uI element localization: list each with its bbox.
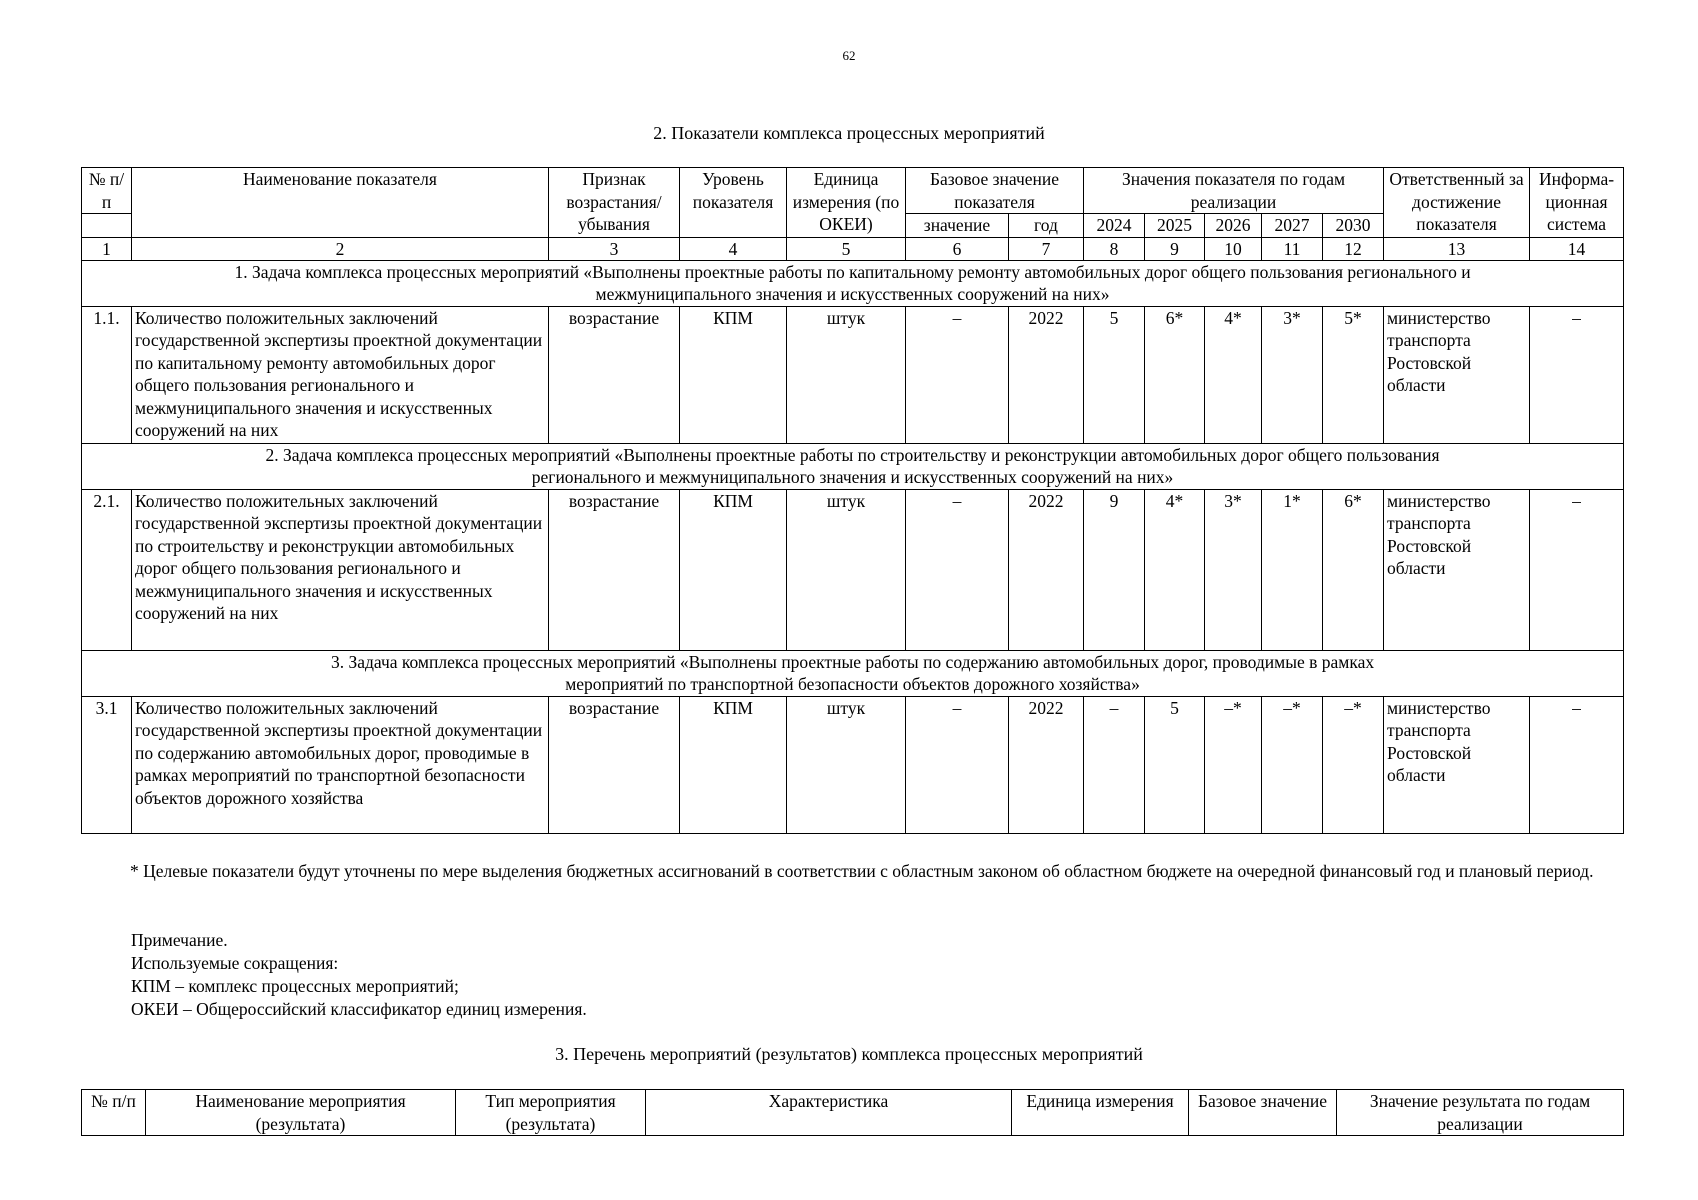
row-base-value: – [906, 696, 1009, 833]
header-base-value: значение [906, 214, 1009, 238]
task-row [82, 650, 1624, 696]
row-num: 1.1. [82, 306, 132, 443]
row-responsible: министерство транспорта Ростовской области [1384, 489, 1530, 650]
header-row-1 [82, 168, 1624, 191]
activities-header-characteristic: Характеристика [646, 1090, 1012, 1136]
row-name: Количество положительных заключений государственной экспертизы проектной документации по строительству и реконструкции автомобильных дорог общего пользования регионального и межмуниципального значения и искусственных сооружений на них [132, 489, 549, 650]
row-responsible: министерство транспорта Ростовской области [1384, 696, 1530, 833]
row-2025: 4* [1145, 489, 1205, 650]
indicator-row [82, 696, 1624, 833]
header-trend: Признак возрастания/ убывания [549, 168, 680, 238]
col-number: 4 [680, 237, 787, 260]
row-num: 3.1 [82, 696, 132, 833]
header-2024: 2024 [1084, 214, 1145, 238]
task-title: 2. Задача комплекса процессных мероприятий «Выполнены проектные работы по строительству и реконструкции автомобильных дорог общего пользования регионального и межмуниципального значения и искусственных сооружений на них» [82, 443, 1624, 489]
notes-block [0, 929, 1698, 1021]
row-trend: возрастание [549, 696, 680, 833]
header-num: № п/п [82, 168, 132, 214]
header-unit: Единица измерения (по ОКЕИ) [787, 168, 906, 238]
header-2025: 2025 [1145, 214, 1205, 238]
footnote-text: * Целевые показатели будут уточнены по мере выделения бюджетных ассигнований в соответствии с областным законом об областном бюджете на очередной финансовый год и плановый период. [130, 861, 1594, 881]
row-2024: 9 [1084, 489, 1145, 650]
row-2024: 5 [1084, 306, 1145, 443]
row-base-year: 2022 [1009, 696, 1084, 833]
row-2026: –* [1205, 696, 1262, 833]
header-base: Базовое значение показателя [906, 168, 1084, 214]
task-row [82, 260, 1624, 306]
activities-header-num: № п/п [82, 1090, 146, 1136]
col-number: 1 [82, 237, 132, 260]
row-base-value: – [906, 489, 1009, 650]
page-number: 62 [842, 48, 856, 63]
row-system: – [1530, 306, 1624, 443]
row-unit: штук [787, 306, 906, 443]
row-level: КПМ [680, 306, 787, 443]
notes-title: Примечание. [131, 930, 228, 950]
row-2027: 1* [1262, 489, 1323, 650]
indicator-row [82, 489, 1624, 650]
task-title: 3. Задача комплекса процессных мероприятий «Выполнены проектные работы по содержанию автомобильных дорог, проводимые в рамках мероприятий по транспортной безопасности объектов дорожного хозяйства» [82, 650, 1624, 696]
header-base-year: год [1009, 214, 1084, 238]
header-values: Значения показателя по годам реализации [1084, 168, 1384, 214]
header-2026: 2026 [1205, 214, 1262, 238]
activities-header-row [82, 1090, 1624, 1136]
row-2026: 4* [1205, 306, 1262, 443]
col-number: 5 [787, 237, 906, 260]
col-number: 8 [1084, 237, 1145, 260]
abbreviations-title: Используемые сокращения: [131, 953, 339, 973]
col-number: 10 [1205, 237, 1262, 260]
activities-header-type: Тип мероприятия (результата) [456, 1090, 646, 1136]
header-name: Наименование показателя [132, 168, 549, 238]
row-2030: 5* [1323, 306, 1384, 443]
row-2025: 5 [1145, 696, 1205, 833]
row-name: Количество положительных заключений государственной экспертизы проектной документации по капитальному ремонту автомобильных дорог общего пользования регионального и межмуниципального значения и искусственных сооружений на них [132, 306, 549, 443]
header-system: Информа-ционная система [1530, 168, 1624, 238]
row-2024: – [1084, 696, 1145, 833]
row-level: КПМ [680, 696, 787, 833]
abbreviation-kpm: КПМ – комплекс процессных мероприятий; [131, 976, 459, 996]
col-number: 2 [132, 237, 549, 260]
row-unit: штук [787, 489, 906, 650]
abbreviation-okei: ОКЕИ – Общероссийский классификатор единиц измерения. [131, 999, 587, 1019]
header-2030: 2030 [1323, 214, 1384, 238]
section-2-title: 2. Показатели комплекса процессных мероприятий [653, 123, 1045, 143]
col-number: 3 [549, 237, 680, 260]
row-trend: возрастание [549, 306, 680, 443]
col-number: 13 [1384, 237, 1530, 260]
activities-header-name: Наименование мероприятия (результата) [146, 1090, 456, 1136]
activities-header-unit: Единица измерения [1012, 1090, 1189, 1136]
header-num-empty [82, 214, 132, 238]
col-number: 11 [1262, 237, 1323, 260]
footnote [0, 860, 1698, 883]
row-2030: 6* [1323, 489, 1384, 650]
col-number: 14 [1530, 237, 1624, 260]
section-3-title: 3. Перечень мероприятий (результатов) комплекса процессных мероприятий [555, 1044, 1143, 1064]
row-name: Количество положительных заключений государственной экспертизы проектной документации по содержанию автомобильных дорог, проводимые в рамках мероприятий по транспортной безопасности объектов дорожного хозяйства [132, 696, 549, 833]
row-2026: 3* [1205, 489, 1262, 650]
row-2027: –* [1262, 696, 1323, 833]
row-base-year: 2022 [1009, 306, 1084, 443]
indicator-row [82, 306, 1624, 443]
col-number: 6 [906, 237, 1009, 260]
col-number: 7 [1009, 237, 1084, 260]
task-row [82, 443, 1624, 489]
col-number: 9 [1145, 237, 1205, 260]
header-2027: 2027 [1262, 214, 1323, 238]
row-trend: возрастание [549, 489, 680, 650]
indicators-table [81, 167, 1624, 834]
activities-header-values: Значение результата по годам реализации [1337, 1090, 1624, 1136]
col-number: 12 [1323, 237, 1384, 260]
task-title: 1. Задача комплекса процессных мероприятий «Выполнены проектные работы по капитальному ремонту автомобильных дорог общего пользования регионального и межмуниципального значения и искусственных сооружений на них» [82, 260, 1624, 306]
row-base-year: 2022 [1009, 489, 1084, 650]
row-num: 2.1. [82, 489, 132, 650]
row-unit: штук [787, 696, 906, 833]
header-responsible: Ответственный за достижение показателя [1384, 168, 1530, 238]
activities-table [81, 1089, 1624, 1136]
column-numbers-row [82, 237, 1624, 260]
row-responsible: министерство транспорта Ростовской области [1384, 306, 1530, 443]
row-2030: –* [1323, 696, 1384, 833]
header-level: Уровень показателя [680, 168, 787, 238]
row-system: – [1530, 489, 1624, 650]
row-base-value: – [906, 306, 1009, 443]
activities-header-base: Базовое значение [1189, 1090, 1337, 1136]
row-level: КПМ [680, 489, 787, 650]
row-system: – [1530, 696, 1624, 833]
row-2025: 6* [1145, 306, 1205, 443]
row-2027: 3* [1262, 306, 1323, 443]
